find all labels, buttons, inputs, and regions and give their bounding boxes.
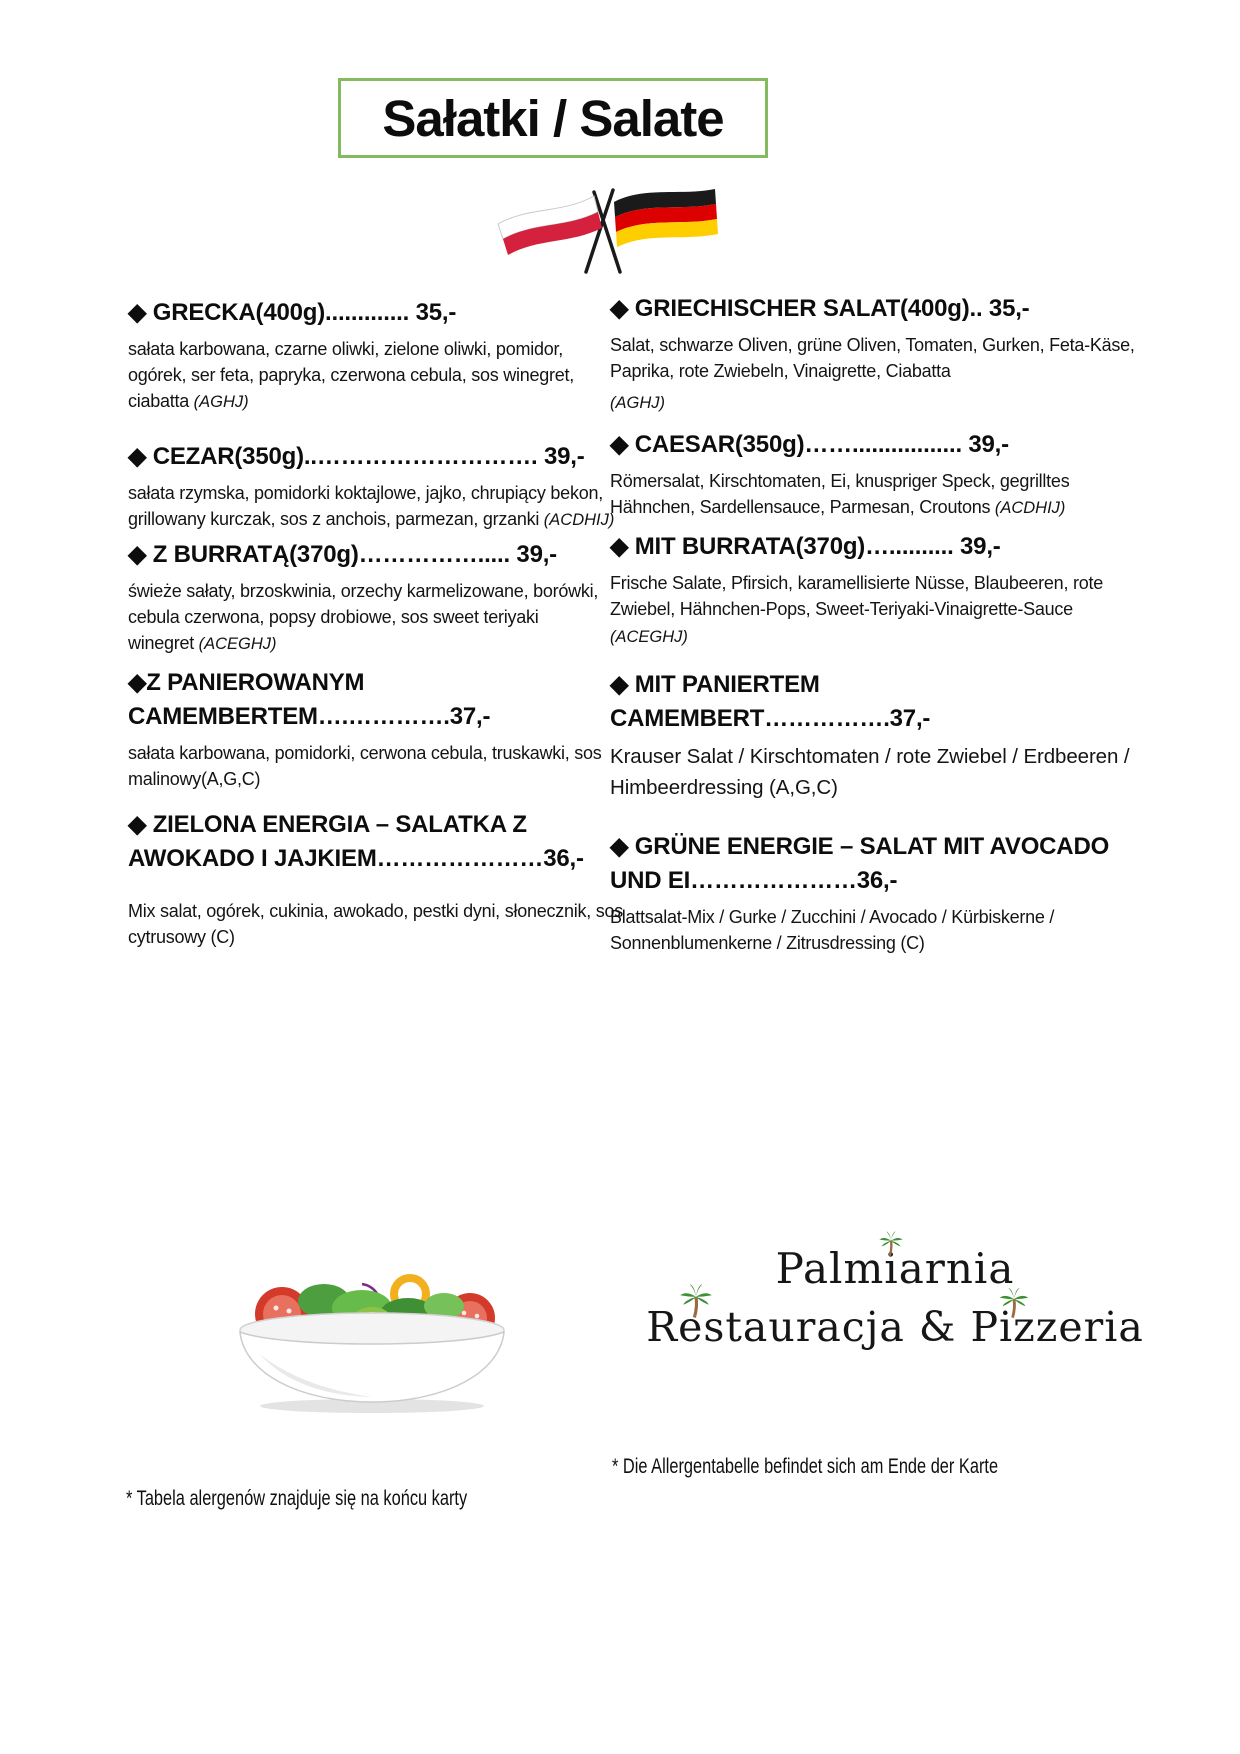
menu-item-title: ◆ MIT PANIERTEM CAMEMBERT…………….37,-	[610, 671, 931, 733]
menu-item-title: ◆ MIT BURRATA(370g)….......... 39,-	[610, 533, 1001, 560]
menu-item-desc	[610, 468, 1140, 521]
salad-bowl-image	[212, 1256, 532, 1414]
palm-tree-icon	[677, 1280, 715, 1320]
menu-item-cezar	[128, 440, 638, 533]
desc-text: świeże sałaty, brzoskwinia, orzechy karmelizowane, borówki, cebula czerwona, popsy drobiowe, sos sweet teriyaki winegret	[128, 581, 599, 654]
menu-item-desc	[128, 578, 608, 657]
desc-text: Blattsalat-Mix / Gurke / Zucchini / Avocado / Kürbiskerne / Sonnenblumenkerne / Zitrusdressing (C)	[610, 907, 1055, 954]
menu-item-title: ◆ Z BURRATĄ(370g)……………..... 39,-	[128, 541, 557, 568]
flags-svg	[480, 180, 720, 275]
allergen-codes: (ACDHIJ)	[990, 499, 1066, 518]
desc-text: sałata karbowana, czarne oliwki, zielone oliwki, pomidor, ogórek, ser feta, papryka, czerwona cebula, sos winegret, ciabatta	[128, 339, 574, 412]
menu-item-title: ◆ ZIELONA ENERGIA – SALATKA Z AWOKADO I JAJKIEM…………………36,-	[128, 811, 584, 873]
desc-text: Salat, schwarze Oliven, grüne Oliven, Tomaten, Gurken, Feta-Käse, Paprika, rote Zwiebeln, Vinaigrette, Ciabatta	[610, 335, 1135, 382]
palm-tree-icon	[877, 1228, 905, 1258]
logo-subtitle: Restauracja & Pizzeria	[646, 1303, 1144, 1351]
poland-germany-crossed-flags-icon	[480, 180, 720, 275]
menu-item-griechischer-salat	[610, 292, 1140, 416]
menu-item-title: ◆ CEZAR(350g)..………………………. 39,-	[128, 443, 585, 470]
menu-item-title: ◆ GRECKA(400g)............. 35,-	[128, 299, 457, 326]
desc-text: Mix salat, ogórek, cukinia, awokado, pestki dyni, słonecznik, sos cytrusowy (C)	[128, 901, 623, 948]
desc-text: sałata karbowana, pomidorki, cerwona cebula, truskawki, sos malinowy(A,G,C)	[128, 743, 602, 790]
menu-item-z-panierowanym-camembertem	[128, 666, 608, 793]
menu-item-title: ◆ GRÜNE ENERGIE – SALAT MIT AVOCADO UND EI…………………36,-	[610, 833, 1110, 895]
page-title-box	[338, 78, 768, 158]
menu-item-desc	[610, 742, 1140, 804]
allergen-codes: (AGHJ)	[189, 393, 249, 412]
menu-item-title: ◆ CAESAR(350g)……................. 39,-	[610, 431, 1009, 458]
menu-item-mit-paniertem-camembert	[610, 668, 1140, 804]
menu-item-desc	[610, 570, 1140, 650]
allergen-codes: (ACEGHJ)	[610, 628, 688, 647]
desc-text: Römersalat, Kirschtomaten, Ei, knuspriger Speck, gegrilltes Hähnchen, Sardellensauce, Parmesan, Croutons	[610, 471, 1070, 518]
menu-item-desc	[128, 336, 608, 415]
menu-item-desc	[128, 740, 608, 793]
allergen-note-polish: * Tabela alergenów znajduje się na końcu karty	[126, 1487, 468, 1510]
menu-item-z-burrata	[128, 538, 608, 657]
allergen-codes: (ACDHIJ)	[539, 511, 615, 530]
palm-tree-icon	[997, 1284, 1031, 1320]
page-title: Sałatki / Salate	[382, 89, 724, 147]
menu-item-desc	[128, 898, 633, 951]
menu-item-desc	[610, 332, 1140, 416]
logo-name: Palmiarnia	[775, 1244, 1015, 1293]
allergen-note-german: * Die Allergentabelle befindet sich am Ende der Karte	[612, 1455, 999, 1478]
menu-item-desc	[128, 480, 638, 533]
menu-item-zielona-energia	[128, 808, 633, 951]
menu-item-desc	[610, 904, 1140, 957]
menu-item-title: ◆ GRIECHISCHER SALAT(400g).. 35,-	[610, 295, 1030, 322]
menu-item-mit-burrata	[610, 530, 1140, 650]
menu-item-title: ◆Z PANIEROWANYM CAMEMBERTEM….………….37,-	[128, 669, 491, 731]
restaurant-logo	[625, 1236, 1165, 1376]
allergen-codes: (AGHJ)	[610, 394, 665, 413]
menu-item-gruene-energie	[610, 830, 1140, 957]
menu-item-caesar	[610, 428, 1140, 521]
allergen-codes: (ACEGHJ)	[194, 635, 277, 654]
desc-text: sałata rzymska, pomidorki koktajlowe, jajko, chrupiący bekon, grillowany kurczak, sos z anchois, parmezan, grzanki	[128, 483, 603, 530]
desc-text: Frische Salate, Pfirsich, karamellisierte Nüsse, Blaubeeren, rote Zwiebel, Hähnchen-Pops, Sweet-Teriyaki-Vinaigrette-Sauce	[610, 573, 1103, 620]
desc-text: Krauser Salat / Kirschtomaten / rote Zwiebel / Erdbeeren / Himbeerdressing (A,G,C)	[610, 745, 1130, 799]
menu-item-grecka	[128, 296, 608, 415]
salad-bowl-svg	[212, 1256, 532, 1414]
